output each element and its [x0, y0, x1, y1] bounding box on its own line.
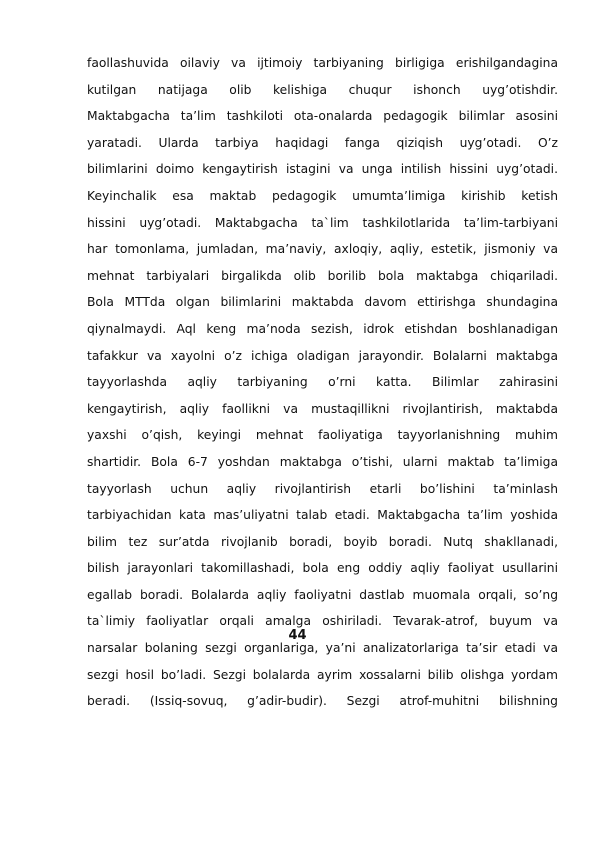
- document-body: [87, 50, 558, 715]
- text-line: faollashuvida oilaviy va ijtimoiy tarbiyaning birligiga erishilgandagina: [87, 56, 558, 70]
- text-line: ta`limiy faoliyatlar orqali amalga oshiriladi. Tevarak-atrof, buyum va: [87, 614, 558, 629]
- page-number: 44: [288, 628, 307, 643]
- text-line: beradi. (Issiq-sovuq, g’adir-budir). Sezgi atrof-muhitni bilishning: [87, 694, 558, 709]
- text-line: mehnat tarbiyalari birgalikda olib borilib bola maktabga chiqariladi.: [87, 268, 558, 283]
- text-line: Maktabgacha ta’lim tashkiloti ota-onalarda pedagogik bilimlar asosini: [87, 109, 558, 124]
- text-line: yaratadi. Ularda tarbiya haqidagi fanga qiziqish uyg’otadi. O’z: [87, 135, 558, 150]
- text-line: kutilgan natijaga olib kelishiga chuqur ishonch uyg’otishdir.: [87, 82, 558, 97]
- text-line: tayyorlashda aqliy tarbiyaning o’rni katta. Bilimlar zahirasini: [87, 375, 558, 390]
- text-line: yaxshi o’qish, keyingi mehnat faoliyatiga tayyorlanishning muhim: [87, 428, 558, 443]
- text-line: har tomonlama, jumladan, ma’naviy, axloqiy, aqliy, estetik, jismoniy va: [87, 242, 558, 257]
- text-line: narsalar bolaning sezgi organlariga, ya’ni analizatorlariga ta’sir etadi va: [87, 641, 558, 656]
- text-line: egallab boradi. Bolalarda aqliy faoliyatni dastlab muomala orqali, so’ng: [87, 587, 558, 602]
- text-line: bilish jarayonlari takomillashadi, bola eng oddiy aqliy faoliyat usullarini: [87, 561, 558, 576]
- text-line: bilim tez sur’atda rivojlanib boradi, boyib boradi. Nutq shakllanadi,: [87, 534, 558, 549]
- text-line: sezgi hosil bo’ladi. Sezgi bolalarda ayrim xossalarni bilib olishga yordam: [87, 667, 558, 682]
- text-line: tafakkur va xayolni o’z ichiga oladigan jarayondir. Bolalarni maktabga: [87, 348, 558, 363]
- text-line: bilimlarini doimo kengaytirish istagini va unga intilish hissini uyg’otadi.: [87, 162, 558, 177]
- text-line: kengaytirish, aqliy faollikni va mustaqillikni rivojlantirish, maktabda: [87, 401, 558, 416]
- text-line: tayyorlash uchun aqliy rivojlantirish etarli bo’lishini ta’minlash: [87, 481, 558, 496]
- text-line: qiynalmaydi. Aql keng ma’noda sezish, idrok etishdan boshlanadigan: [87, 321, 558, 336]
- text-line: Keyinchalik esa maktab pedagogik umumta’limiga kirishib ketish: [87, 188, 558, 203]
- text-line: shartidir. Bola 6-7 yoshdan maktabga o’tishi, ularni maktab ta’limiga: [87, 454, 558, 469]
- text-line: hissini uyg’otadi. Maktabgacha ta`lim tashkilotlarida ta’lim-tarbiyani: [87, 215, 558, 230]
- text-line: tarbiyachidan kata mas’uliyatni talab etadi. Maktabgacha ta’lim yoshida: [87, 508, 558, 523]
- text-line: Bola MTTda olgan bilimlarini maktabda davom ettirishga shundagina: [87, 295, 558, 310]
